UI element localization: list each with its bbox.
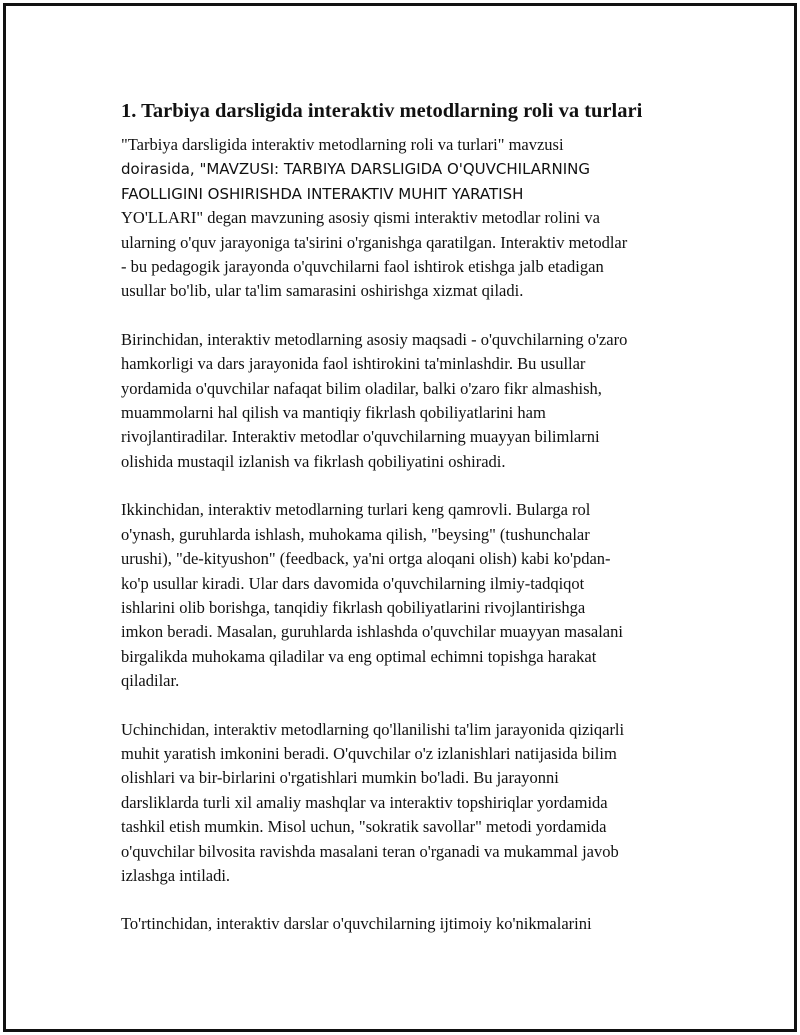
paragraph-2 bbox=[121, 328, 701, 474]
paragraph-3 bbox=[121, 498, 701, 693]
paragraph-line: usullar bo'lib, ular ta'lim samarasini oshirishga xizmat qiladi. bbox=[121, 281, 524, 301]
section-heading: 1. Tarbiya darsligida interaktiv metodlarning roli va turlari bbox=[121, 100, 643, 122]
paragraph-line: olishlari va bir-birlarini o'rgatishlari mumkin bo'ladi. Bu jarayonni bbox=[121, 768, 559, 788]
paragraph-line: doirasida, "MAVZUSI: TARBIYA DARSLIGIDA O'QUVCHILARNING bbox=[121, 160, 590, 179]
paragraph-line: ko'p usullar kiradi. Ular dars davomida o'quvchilarning ilmiy-tadqiqot bbox=[121, 573, 585, 593]
paragraph-line: hamkorligi va dars jarayonida faol ishtirokini ta'minlashdir. Bu usullar bbox=[121, 354, 586, 374]
paragraph-line: olishida mustaqil izlanish va fikrlash qobiliyatini oshiradi. bbox=[121, 451, 506, 471]
paragraph-line: yordamida o'quvchilar nafaqat bilim oladilar, balki o'zaro fikr almashish, bbox=[121, 378, 602, 398]
paragraph-5 bbox=[121, 912, 701, 936]
paragraph-line: imkon beradi. Masalan, guruhlarda ishlashda o'quvchilar muayyan masalani bbox=[121, 622, 623, 642]
paragraph-line: muhit yaratish imkonini beradi. O'quvchilar o'z izlanishlari natijasida bilim bbox=[121, 743, 617, 763]
paragraph-line: FAOLLIGINI OSHIRISHDA INTERAKTIV MUHIT YARATISH bbox=[121, 184, 524, 203]
paragraph-line: o'quvchilar bilvosita ravishda masalani teran o'rganadi va mukammal javob bbox=[121, 841, 619, 861]
paragraph-1 bbox=[121, 133, 701, 304]
paragraph-line: "Tarbiya darsligida interaktiv metodlarning roli va turlari" mavzusi bbox=[121, 135, 564, 154]
page-frame bbox=[3, 3, 797, 1032]
paragraph-line: Ikkinchidan, interaktiv metodlarning turlari keng qamrovli. Bularga rol bbox=[121, 500, 591, 520]
paragraph-line: birgalikda muhokama qiladilar va eng optimal echimni topishga harakat bbox=[121, 646, 597, 666]
document-body bbox=[121, 98, 701, 961]
paragraph-line: darsliklarda turli xil amaliy mashqlar va interaktiv topshiriqlar yordamida bbox=[121, 792, 608, 812]
paragraph-line: Birinchidan, interaktiv metodlarning asosiy maqsadi - o'quvchilarning o'zaro bbox=[121, 329, 628, 349]
paragraph-line: - bu pedagogik jarayonda o'quvchilarni faol ishtirok etishga jalb etadigan bbox=[121, 257, 604, 277]
paragraph-line: muammolarni hal qilish va mantiqiy fikrlash qobiliyatlarini ham bbox=[121, 403, 546, 423]
paragraph-line: To'rtinchidan, interaktiv darslar o'quvchilarning ijtimoiy ko'nikmalarini bbox=[121, 914, 592, 934]
paragraph-line: rivojlantiradilar. Interaktiv metodlar o'quvchilarning muayyan bilimlarni bbox=[121, 427, 600, 447]
paragraph-4 bbox=[121, 718, 701, 889]
paragraph-line: Uchinchidan, interaktiv metodlarning qo'llanilishi ta'lim jarayonida qiziqarli bbox=[121, 719, 625, 739]
paragraph-line: qiladilar. bbox=[121, 671, 180, 691]
paragraph-line: ishlarini olib borishga, tanqidiy fikrlash qobiliyatlarini rivojlantirishga bbox=[121, 597, 586, 617]
paragraph-line: urushi), "de-kityushon" (feedback, ya'ni ortga aloqani olish) kabi ko'pdan- bbox=[121, 549, 611, 569]
paragraph-line: izlashga intiladi. bbox=[121, 865, 231, 885]
paragraph-line: YO'LLARI" degan mavzuning asosiy qismi interaktiv metodlar rolini va bbox=[121, 208, 600, 228]
paragraph-line: ularning o'quv jarayoniga ta'sirini o'rganishga qaratilgan. Interaktiv metodlar bbox=[121, 232, 628, 252]
paragraph-line: tashkil etish mumkin. Misol uchun, "sokratik savollar" metodi yordamida bbox=[121, 817, 607, 837]
paragraph-line: o'ynash, guruhlarda ishlash, muhokama qilish, "beysing" (tushunchalar bbox=[121, 524, 590, 544]
